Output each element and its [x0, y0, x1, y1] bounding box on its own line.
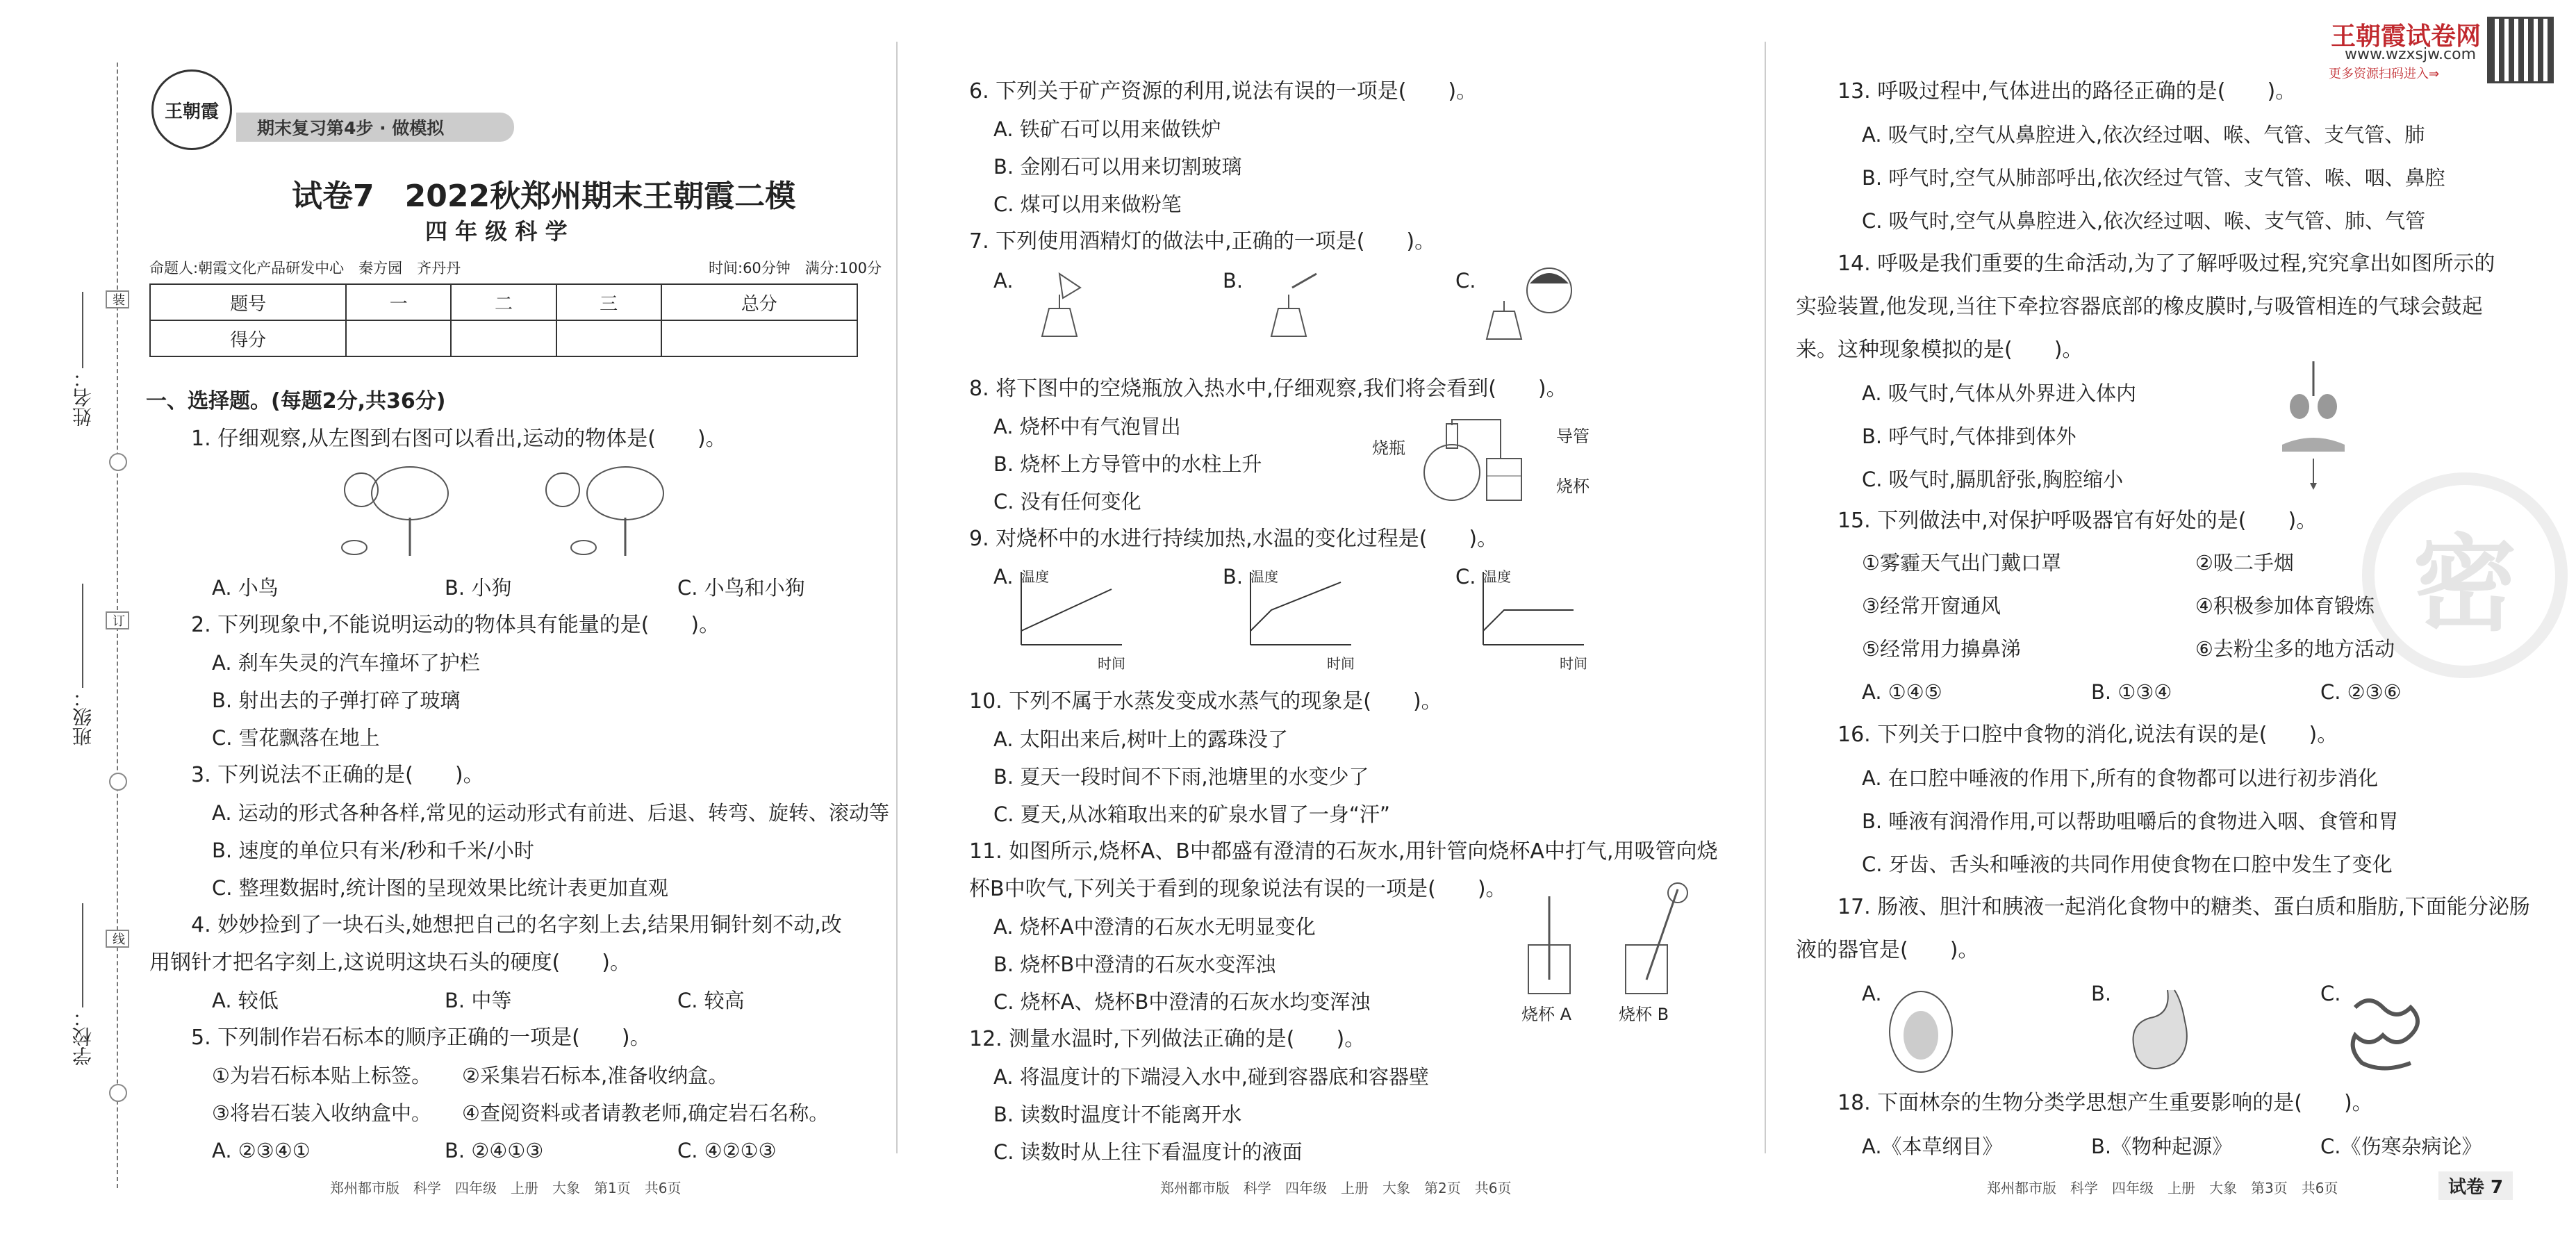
q9-x-label-b: 时间 [1327, 655, 1355, 672]
q18-stem: 18. 下面林奈的生物分类学思想产生重要影响的是( )。 [1838, 1091, 2373, 1115]
q8-option-b[interactable]: B. 烧杯上方导管中的水柱上升 [993, 452, 1262, 476]
q6-option-b[interactable]: B. 金刚石可以用来切割玻璃 [993, 155, 1242, 179]
q7-picture-b [1250, 267, 1327, 343]
q9-option-a[interactable]: A. [993, 565, 1014, 588]
q10-option-b[interactable]: B. 夏天一段时间不下雨,池塘里的水变少了 [993, 765, 1369, 789]
q7-stem: 7. 下列使用酒精灯的做法中,正确的一项是( )。 [969, 229, 1436, 254]
q5-step-3: ③将岩石装入收纳盒中。 [212, 1101, 431, 1125]
q15-item-6: ⑥去粉尘多的地方活动 [2195, 637, 2395, 661]
q15-item-4: ④积极参加体育锻炼 [2195, 594, 2375, 618]
section-heading: 一、选择题。(每题2分,共36分) [146, 389, 446, 413]
watermark-text: 密 [2412, 525, 2517, 645]
q3-option-a[interactable]: A. 运动的形式各种各样,常见的运动形式有前进、后退、转弯、旋转、滚动等 [212, 801, 889, 825]
q10-stem: 10. 下列不属于水蒸发变成水蒸气的现象是( )。 [969, 689, 1442, 714]
time-score: 时间:60分钟 满分:100分 [709, 260, 882, 277]
score-row-label: 得分 [150, 320, 346, 356]
binding-hole [109, 453, 127, 471]
q17-mouth-icon [1883, 987, 1959, 1077]
q7-picture-c [1480, 263, 1584, 346]
q4-option-a[interactable]: A. 较低 [212, 989, 279, 1012]
q7-picture-a [1021, 267, 1098, 343]
q14-stem-line2: 实验装置,他发现,当往下牵拉容器底部的橡皮膜时,与吸管相连的气球会鼓起 [1796, 295, 2483, 319]
q8-option-c[interactable]: C. 没有任何变化 [993, 490, 1141, 513]
q11-option-a[interactable]: A. 烧杯A中澄清的石灰水无明显变化 [993, 915, 1316, 939]
score-cell[interactable] [346, 320, 451, 356]
name-label: 姓名： [72, 368, 94, 427]
q1-option-a[interactable]: A. 小鸟 [212, 576, 279, 600]
binding-tag: 装 [106, 290, 129, 308]
q13-option-a[interactable]: A. 吸气时,空气从鼻腔进入,依次经过咽、喉、气管、支气管、肺 [1862, 123, 2425, 147]
top-right-brand: 王朝霞试卷网 [2331, 22, 2482, 51]
q15-option-b[interactable]: B. ①③④ [2091, 680, 2172, 704]
school-underline [82, 903, 83, 1007]
q8-option-a[interactable]: A. 烧杯中有气泡冒出 [993, 415, 1181, 438]
paper-tab: 试卷 7 [2438, 1171, 2513, 1200]
q17-stem-line2: 液的器官是( )。 [1796, 938, 1979, 962]
score-cell[interactable] [556, 320, 661, 356]
footer-page-1: 郑州都市版 科学 四年级 上册 大象 第1页 共6页 [330, 1180, 682, 1196]
q2-option-c[interactable]: C. 雪花飘落在地上 [212, 726, 380, 750]
q1-option-b[interactable]: B. 小狗 [445, 576, 512, 600]
q14-stem-line3: 来。这种现象模拟的是( )。 [1796, 338, 2083, 362]
q12-option-c[interactable]: C. 读数时从上往下看温度计的液面 [993, 1140, 1303, 1164]
q2-stem: 2. 下列现象中,不能说明运动的物体具有能量的是( )。 [191, 613, 720, 637]
score-header: 题号 [150, 284, 346, 320]
school-label: 学校： [72, 1007, 94, 1066]
score-table [149, 283, 858, 357]
q8-label-beaker: 烧杯 [1556, 477, 1590, 496]
q2-option-a[interactable]: A. 刹车失灵的汽车撞坏了护栏 [212, 651, 480, 675]
q15-item-1: ①雾霾天气出门戴口罩 [1862, 551, 2061, 575]
score-header: 三 [556, 284, 661, 320]
q5-step-1: ①为岩石标本贴上标签。 [212, 1064, 431, 1087]
q9-y-label-c: 温度 [1483, 568, 1511, 585]
q11-option-b[interactable]: B. 烧杯B中澄清的石灰水变浑浊 [993, 953, 1276, 976]
q15-item-3: ③经常开窗通风 [1862, 594, 2001, 618]
page-subtitle: 四 年 级 科 学 [425, 218, 568, 245]
score-header: 总分 [661, 284, 857, 320]
q15-stem: 15. 下列做法中,对保护呼吸器官有好处的是( )。 [1838, 509, 2318, 533]
q9-stem: 9. 对烧杯中的水进行持续加热,水温的变化过程是( )。 [969, 527, 1498, 551]
q4-stem-line2: 用钢针才把名字刻上,这说明这块石头的硬度( )。 [149, 950, 631, 975]
binding-tag: 订 [106, 611, 129, 629]
q15-option-a[interactable]: A. ①④⑤ [1862, 680, 1942, 704]
footer-page-3: 郑州都市版 科学 四年级 上册 大象 第3页 共6页 [1987, 1180, 2338, 1196]
q16-stem: 16. 下列关于口腔中食物的消化,说法有误的是( )。 [1838, 723, 2338, 747]
q4-stem-line1: 4. 妙妙捡到了一块石头,她想把自己的名字刻上去,结果用铜针刻不动,改 [191, 913, 842, 937]
q1-option-c[interactable]: C. 小鸟和小狗 [677, 576, 805, 600]
q18-option-b[interactable]: B.《物种起源》 [2091, 1135, 2233, 1158]
q4-option-b[interactable]: B. 中等 [445, 989, 512, 1012]
q14-lung-model-diagram [2272, 354, 2355, 493]
binding-tag: 线 [106, 930, 129, 948]
score-cell[interactable] [451, 320, 556, 356]
column-separator [1765, 42, 1766, 1153]
top-right-note: 更多资源扫码进入⇒ [2329, 67, 2440, 81]
q17-intestine-icon [2341, 987, 2431, 1077]
q9-x-label-c: 时间 [1560, 655, 1587, 672]
q1-right-picture [535, 459, 674, 563]
q5-option-c[interactable]: C. ④②①③ [677, 1139, 777, 1162]
score-header: 二 [451, 284, 556, 320]
q1-left-picture [327, 459, 459, 563]
q13-option-c[interactable]: C. 吸气时,空气从鼻腔进入,依次经过咽、喉、支气管、肺、气管 [1862, 209, 2426, 233]
q5-step-2: ②采集岩石标本,准备收纳盒。 [462, 1064, 729, 1087]
column-separator [896, 42, 898, 1153]
q17-stomach-icon [2119, 987, 2195, 1077]
q8-label-flask: 烧瓶 [1372, 438, 1405, 458]
q15-item-5: ⑤经常用力擤鼻涕 [1862, 637, 2021, 661]
q1-stem: 1. 仔细观察,从左图到右图可以看出,运动的物体是( )。 [191, 427, 727, 451]
binding-hole [109, 1084, 127, 1102]
class-underline [82, 584, 83, 688]
qr-code-icon[interactable] [2487, 17, 2554, 83]
q5-option-b[interactable]: B. ②④①③ [445, 1139, 544, 1162]
q14-stem-line1: 14. 呼吸是我们重要的生命活动,为了了解呼吸过程,究究拿出如图所示的 [1838, 252, 2495, 276]
q18-option-a[interactable]: A.《本草纲目》 [1862, 1135, 2003, 1158]
banner-text: 期末复习第4步 · 做模拟 [257, 118, 445, 138]
brand-logo-text: 王朝霞 [164, 101, 219, 122]
q9-y-label-b: 温度 [1250, 568, 1278, 585]
q15-option-c[interactable]: C. ②③⑥ [2320, 680, 2402, 704]
score-cell[interactable] [661, 320, 857, 356]
q3-stem: 3. 下列说法不正确的是( )。 [191, 763, 484, 787]
q18-option-c[interactable]: C.《伤寒杂病论》 [2320, 1135, 2482, 1158]
top-right-url: www.wzxsjw.com [2345, 46, 2477, 63]
q7-option-b[interactable]: B. [1223, 269, 1244, 293]
q14-option-a[interactable]: A. 吸气时,气体从外界进入体内 [1862, 381, 2136, 405]
q10-option-c[interactable]: C. 夏天,从冰箱取出来的矿泉水冒了一身“汗” [993, 802, 1390, 826]
q17-option-c[interactable]: C. [2320, 982, 2341, 1005]
score-header: 一 [346, 284, 451, 320]
q12-option-b[interactable]: B. 读数时温度计不能离开水 [993, 1103, 1242, 1126]
q3-option-c[interactable]: C. 整理数据时,统计图的呈现效果比统计表更加直观 [212, 876, 668, 900]
class-label: 班级： [72, 688, 94, 746]
q10-option-a[interactable]: A. 太阳出来后,树叶上的露珠没了 [993, 727, 1288, 751]
q16-option-b[interactable]: B. 唾液有润滑作用,可以帮助咀嚼后的食物进入咽、食管和胃 [1862, 809, 2399, 833]
q9-x-label-a: 时间 [1098, 655, 1125, 672]
q12-stem: 12. 测量水温时,下列做法正确的是( )。 [969, 1027, 1366, 1051]
q14-option-c[interactable]: C. 吸气时,膈肌舒张,胸腔缩小 [1862, 468, 2124, 491]
q11-option-c[interactable]: C. 烧杯A、烧杯B中澄清的石灰水均变浑浊 [993, 990, 1371, 1014]
q11-stem-line1: 11. 如图所示,烧杯A、B中都盛有澄清的石灰水,用针管向烧杯A中打气,用吸管向烧 [969, 839, 1718, 864]
q11-apparatus-diagram [1514, 882, 1695, 1001]
q6-option-c[interactable]: C. 煤可以用来做粉笔 [993, 192, 1182, 216]
q8-label-tube: 导管 [1556, 427, 1590, 446]
q9-y-label-a: 温度 [1021, 568, 1049, 585]
q6-stem: 6. 下列关于矿产资源的利用,说法有误的一项是( )。 [969, 79, 1478, 104]
q12-option-a[interactable]: A. 将温度计的下端浸入水中,碰到容器底和容器壁 [993, 1065, 1429, 1089]
q8-apparatus-diagram [1410, 417, 1570, 507]
footer-page-2: 郑州都市版 科学 四年级 上册 大象 第2页 共6页 [1160, 1180, 1512, 1196]
q13-stem: 13. 呼吸过程中,气体进出的路径正确的是( )。 [1838, 79, 2297, 104]
page-title: 试卷7 2022秋郑州期末王朝霞二模 [292, 179, 796, 214]
brand-logo [151, 69, 232, 150]
q17-option-a[interactable]: A. [1862, 982, 1882, 1005]
authors: 命题人:朝霞文化产品研发中心 秦方园 齐丹丹 [149, 260, 461, 277]
q15-item-2: ②吸二手烟 [2195, 551, 2294, 575]
q6-option-a[interactable]: A. 铁矿石可以用来做铁炉 [993, 117, 1221, 141]
q5-step-4: ④查阅资料或者请教老师,确定岩石名称。 [462, 1101, 829, 1125]
name-underline [82, 292, 83, 368]
q17-option-b[interactable]: B. [2091, 982, 2112, 1005]
q7-option-a[interactable]: A. [993, 269, 1014, 293]
q8-stem: 8. 将下图中的空烧瓶放入热水中,仔细观察,我们将会看到( )。 [969, 377, 1567, 401]
q17-stem-line1: 17. 肠液、胆汁和胰液一起消化食物中的糖类、蛋白质和脂肪,下面能分泌肠 [1838, 895, 2530, 919]
q5-option-a[interactable]: A. ②③④① [212, 1139, 311, 1162]
q11-stem-line2: 杯B中吹气,下列关于看到的现象说法有误的一项是( )。 [969, 877, 1507, 901]
q11-label-a: 烧杯 A [1521, 1005, 1572, 1024]
q4-option-c[interactable]: C. 较高 [677, 989, 745, 1012]
q9-option-c[interactable]: C. [1455, 565, 1476, 588]
banner [236, 113, 514, 142]
q7-option-c[interactable]: C. [1455, 269, 1476, 293]
binding-hole [109, 773, 127, 791]
q13-option-b[interactable]: B. 呼气时,空气从肺部呼出,依次经过气管、支气管、喉、咽、鼻腔 [1862, 166, 2445, 190]
q16-option-c[interactable]: C. 牙齿、舌头和唾液的共同作用使食物在口腔中发生了变化 [1862, 853, 2393, 876]
q16-option-a[interactable]: A. 在口腔中唾液的作用下,所有的食物都可以进行初步消化 [1862, 766, 2378, 790]
q5-stem: 5. 下列制作岩石标本的顺序正确的一项是( )。 [191, 1026, 651, 1050]
q3-option-b[interactable]: B. 速度的单位只有米/秒和千米/小时 [212, 839, 534, 862]
q14-option-b[interactable]: B. 呼气时,气体排到体外 [1862, 425, 2077, 448]
q2-option-b[interactable]: B. 射出去的子弹打碎了玻璃 [212, 689, 461, 712]
q11-label-b: 烧杯 B [1619, 1005, 1669, 1024]
q9-option-b[interactable]: B. [1223, 565, 1244, 588]
